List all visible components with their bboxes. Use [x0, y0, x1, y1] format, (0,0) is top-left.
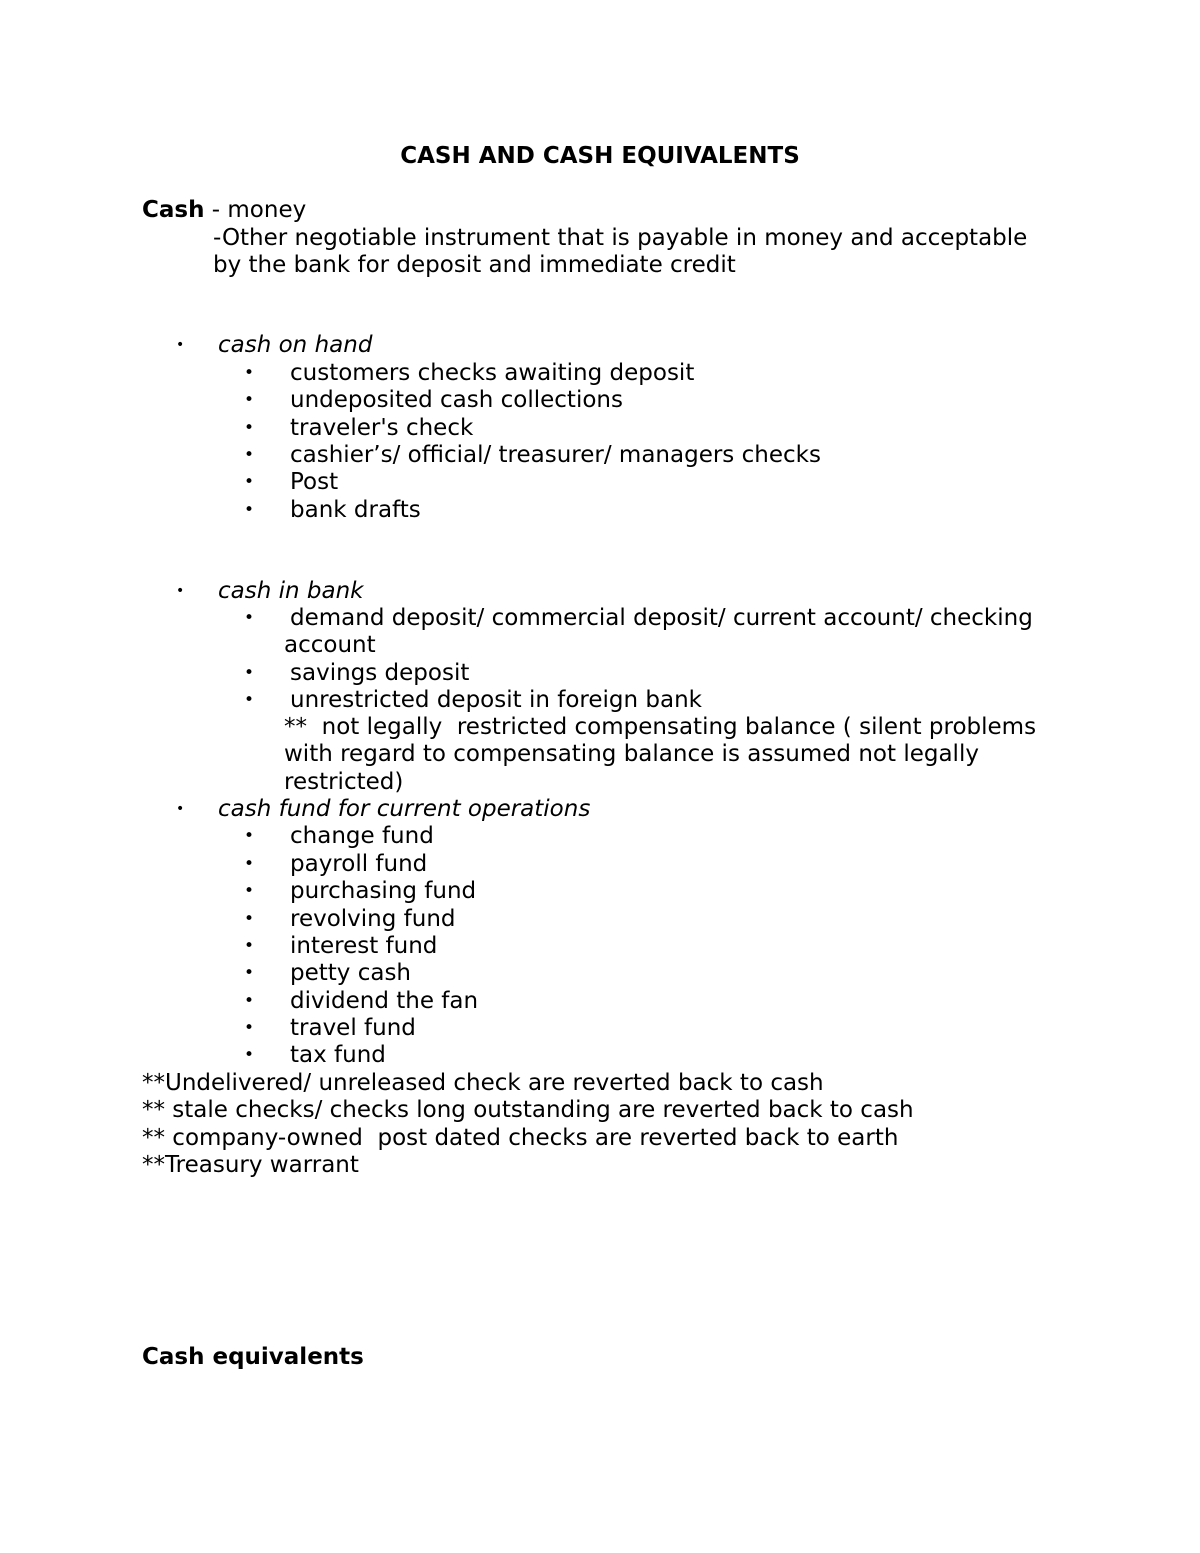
document-title: CASH AND CASH EQUIVALENTS	[400, 143, 800, 169]
note-line: ** not legally restricted compensating balance ( silent problems	[284, 714, 1037, 740]
list-item: petty cash	[290, 960, 412, 986]
bullet-icon: •	[244, 991, 255, 1011]
bullet-icon: •	[244, 445, 255, 465]
bullet-icon: •	[244, 936, 255, 956]
list-item: savings deposit	[290, 660, 470, 686]
bullet-icon: •	[244, 690, 255, 710]
bullet-icon: •	[244, 390, 255, 410]
note-line: ** stale checks/ checks long outstanding are reverted back to cash	[142, 1097, 914, 1123]
list-item: customers checks awaiting deposit	[290, 360, 695, 386]
list-item: travel fund	[290, 1015, 416, 1041]
bullet-icon: •	[244, 500, 255, 520]
bullet-icon: •	[244, 854, 255, 874]
bullet-icon: •	[244, 881, 255, 901]
bullet-icon: •	[176, 337, 185, 353]
list-item: demand deposit/ commercial deposit/ current account/ checking	[290, 605, 1033, 631]
cash-sub-definition-line1: -Other negotiable instrument that is payable in money and acceptable	[213, 225, 1028, 251]
list-item: payroll fund	[290, 851, 428, 877]
bullet-icon: •	[244, 608, 255, 628]
note-line: with regard to compensating balance is assumed not legally	[284, 741, 979, 767]
list-item: tax fund	[290, 1042, 386, 1068]
bullet-icon: •	[176, 583, 185, 599]
bullet-icon: •	[244, 909, 255, 929]
note-line: **Undelivered/ unreleased check are reverted back to cash	[142, 1070, 824, 1096]
list-item: change fund	[290, 823, 434, 849]
bullet-icon: •	[244, 472, 255, 492]
list-item: traveler's check	[290, 415, 474, 441]
bullet-icon: •	[244, 1018, 255, 1038]
bullet-icon: •	[244, 363, 255, 383]
cash-sub-definition-line2: by the bank for deposit and immediate credit	[213, 252, 736, 278]
section-heading-cash-in-bank: cash in bank	[218, 578, 364, 604]
list-item: unrestricted deposit in foreign bank	[290, 687, 702, 713]
bullet-icon: •	[244, 418, 255, 438]
section-heading-cash-on-hand: cash on hand	[218, 332, 373, 358]
bullet-icon: •	[244, 1045, 255, 1065]
list-item: interest fund	[290, 933, 438, 959]
bullet-icon: •	[244, 826, 255, 846]
note-line: restricted)	[284, 769, 404, 795]
list-item: cashier’s/ official/ treasurer/ managers checks	[290, 442, 821, 468]
cash-main-definition: money	[227, 197, 307, 223]
list-item: dividend the fan	[290, 988, 479, 1014]
list-item: purchasing fund	[290, 878, 477, 904]
cash-separator: -	[204, 197, 228, 223]
bullet-icon: •	[176, 801, 185, 817]
bullet-icon: •	[244, 663, 255, 683]
note-line: ** company-owned post dated checks are reverted back to earth	[142, 1125, 899, 1151]
list-item: Post	[290, 469, 339, 495]
cash-term: Cash	[142, 197, 205, 223]
cash-definition	[142, 196, 306, 224]
list-item: revolving fund	[290, 906, 456, 932]
list-item-continuation: account	[284, 632, 376, 658]
bullet-icon: •	[244, 963, 255, 983]
cash-equivalents-heading: Cash equivalents	[142, 1344, 364, 1370]
note-line: **Treasury warrant	[142, 1152, 359, 1178]
list-item: undeposited cash collections	[290, 387, 623, 413]
section-heading-cash-fund: cash fund for current operations	[218, 796, 591, 822]
list-item: bank drafts	[290, 497, 421, 523]
